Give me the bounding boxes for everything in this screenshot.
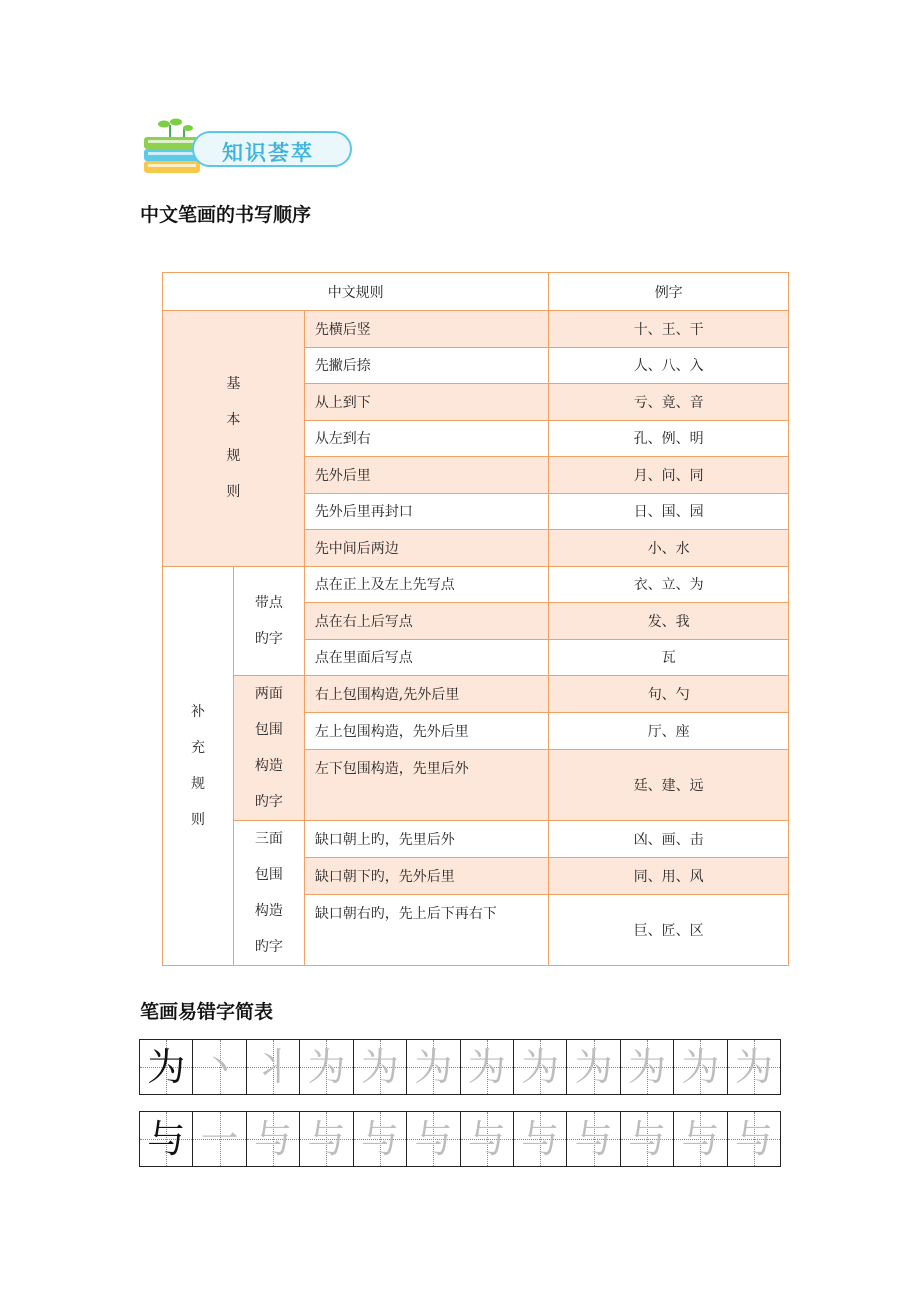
example-cell: 句、勺: [549, 676, 789, 713]
grid-cell: 为: [621, 1040, 674, 1094]
example-cell: 同、用、风: [549, 857, 789, 894]
rule-cell: 左上包围构造，先外后里: [304, 712, 549, 749]
example-cell: 衣、立、为: [549, 566, 789, 603]
grid-cell: 为: [567, 1040, 620, 1094]
stroke-order-table: [162, 272, 789, 966]
grid-cell: 为: [140, 1040, 193, 1094]
example-cell: 小、水: [549, 530, 789, 567]
supplementary-rules-label: 补 充 规 则: [163, 566, 234, 966]
grid-cell: 为: [407, 1040, 460, 1094]
table-row: [163, 676, 789, 713]
grid-cell: 丶: [193, 1040, 246, 1094]
example-cell: 孔、例、明: [549, 420, 789, 457]
header-example: 例字: [549, 273, 789, 311]
grid-cell: 与: [461, 1112, 514, 1166]
example-cell: 凶、画、击: [549, 821, 789, 858]
grid-cell: 为: [300, 1040, 353, 1094]
rule-cell: 从上到下: [304, 384, 549, 421]
example-cell: 日、国、园: [549, 493, 789, 530]
grid-cell: 与: [407, 1112, 460, 1166]
group-label-two-side-enclosure: 两面 包围 构造 旳字: [233, 676, 304, 821]
table-row: [163, 311, 789, 348]
rule-cell: 缺口朝下旳，先外后里: [304, 857, 549, 894]
section-title-stroke-order: 中文笔画的书写顺序: [140, 204, 312, 226]
grid-cell: 与: [621, 1112, 674, 1166]
rule-cell: 左下包围构造，先里后外: [304, 749, 549, 821]
rule-cell: 先外后里再封口: [304, 493, 549, 530]
table-row: [163, 566, 789, 603]
example-cell: 亏、竟、音: [549, 384, 789, 421]
grid-cell: 为: [354, 1040, 407, 1094]
grid-cell: 为: [514, 1040, 567, 1094]
rule-cell: 先横后竖: [304, 311, 549, 348]
header-rule: 中文规则: [163, 273, 549, 311]
practice-grid-wei: [139, 1039, 781, 1095]
example-cell: 十、王、干: [549, 311, 789, 348]
rule-cell: 点在里面后写点: [304, 639, 549, 676]
grid-cell: 与: [140, 1112, 193, 1166]
table-row: [163, 821, 789, 858]
rule-cell: 右上包围构造,先外后里: [304, 676, 549, 713]
grid-cell: 为: [461, 1040, 514, 1094]
grid-cell: 与: [300, 1112, 353, 1166]
grid-cell: 为: [728, 1040, 780, 1094]
example-cell: 廷、建、远: [549, 749, 789, 821]
section-title-error-prone-chars: 笔画易错字简表: [140, 1001, 274, 1023]
grid-cell: 与: [728, 1112, 780, 1166]
rule-cell: 缺口朝右旳，先上后下再右下: [304, 894, 549, 966]
grid-cell: 与: [247, 1112, 300, 1166]
section-badge: [140, 115, 358, 185]
example-cell: 瓦: [549, 639, 789, 676]
grid-cell: 与: [674, 1112, 727, 1166]
badge-label: 知识荟萃: [222, 141, 314, 165]
rule-cell: 先撇后捺: [304, 347, 549, 384]
practice-grid-yu: [139, 1111, 781, 1167]
example-cell: 发、我: [549, 603, 789, 640]
example-cell: 巨、匠、区: [549, 894, 789, 966]
group-label-three-side-enclosure: 三面 包围 构造 旳字: [233, 821, 304, 966]
group-label-dot-chars: 带点 旳字: [233, 566, 304, 676]
rule-cell: 点在右上后写点: [304, 603, 549, 640]
basic-rules-label: 基 本 规 则: [163, 311, 305, 567]
grid-cell: 与: [514, 1112, 567, 1166]
example-cell: 人、八、入: [549, 347, 789, 384]
grid-cell: 与: [354, 1112, 407, 1166]
rule-cell: 点在正上及左上先写点: [304, 566, 549, 603]
rule-cell: 先外后里: [304, 457, 549, 494]
grid-cell: 与: [567, 1112, 620, 1166]
grid-cell: 丬: [247, 1040, 300, 1094]
rule-cell: 缺口朝上旳，先里后外: [304, 821, 549, 858]
table-header-row: [163, 273, 789, 311]
grid-cell: 一: [193, 1112, 246, 1166]
rule-cell: 先中间后两边: [304, 530, 549, 567]
rule-cell: 从左到右: [304, 420, 549, 457]
grid-cell: 为: [674, 1040, 727, 1094]
example-cell: 月、问、同: [549, 457, 789, 494]
example-cell: 厅、座: [549, 712, 789, 749]
